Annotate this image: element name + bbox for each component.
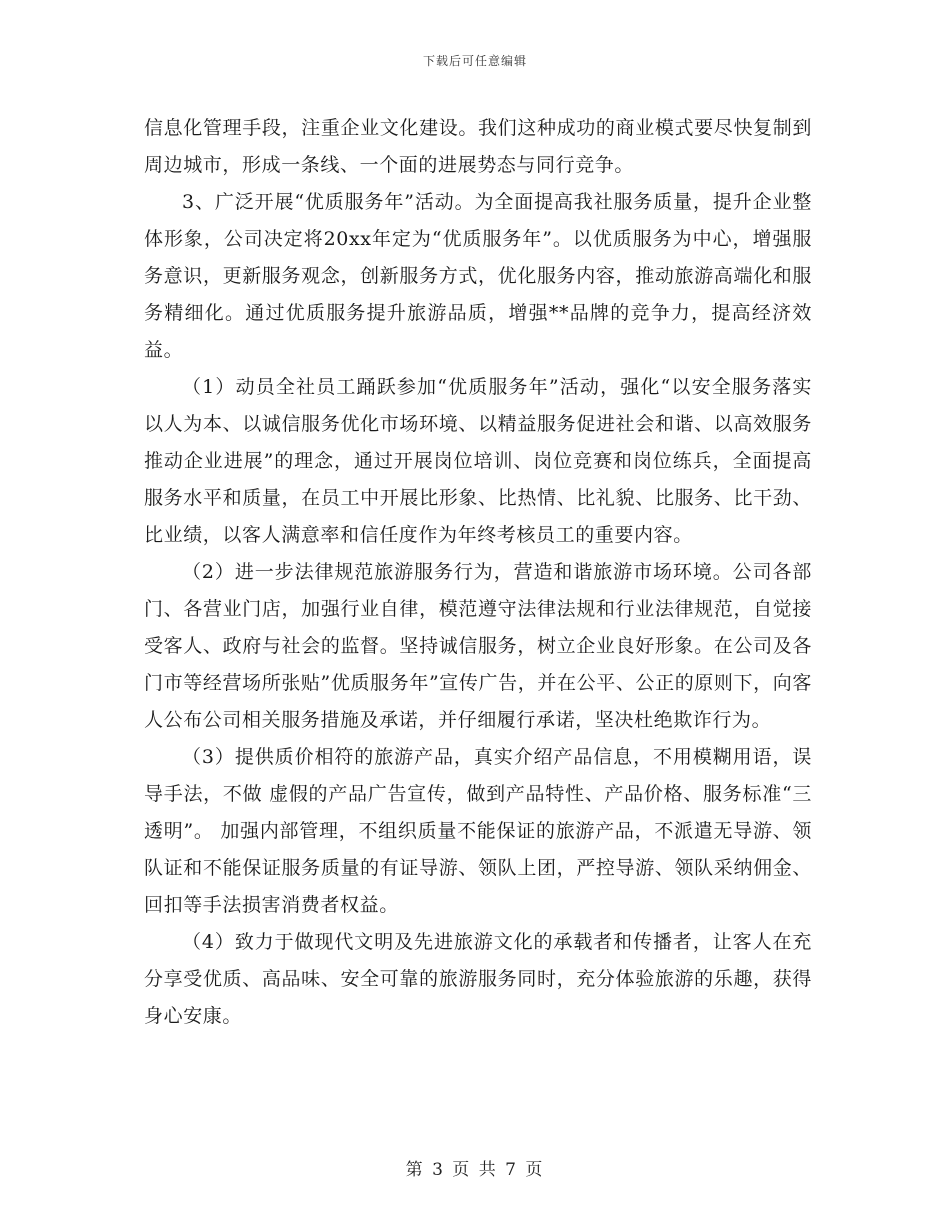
paragraph-service-year: 3、广泛开展“优质服务年”活动。为全面提高我社服务质量，提升企业整体形象，公司决定将20xx年定为“优质服务年”。以优质服务为中心，增强服务意识，更新服务观念，创新服务方式，优化服务内容，推动旅游高端化和服务精细化。通过优质服务提升旅游品质，增强**品牌的竞争力，提高经济效益。 [144,191,812,361]
paragraph-item-1: （1）动员全社员工踊跃参加“优质服务年”活动，强化“以安全服务落实以人为本、以诚信服务优化市场环境、以精益服务促进社会和谐、以高效服务推动企业进展”的理念，通过开展岗位培训、岗位竞赛和岗位练兵，全面提高服务水平和质量，在员工中开展比形象、比热情、比礼貌、比服务、比干劲、比业绩，以客人满意率和信任度作为年终考核员工的重要内容。 [144,376,812,546]
document-body [144,110,812,1035]
paragraph-item-4: （4）致力于做现代文明及先进旅游文化的承载者和传播者，让客人在充分享受优质、高品味、安全可靠的旅游服务同时，充分体验旅游的乐趣，获得身心安康。 [144,931,812,1027]
paragraph-item-2: （2）进一步法律规范旅游服务行为，营造和谐旅游市场环境。公司各部门、各营业门店，加强行业自律，模范遵守法律法规和行业法律规范，自觉接受客人、政府与社会的监督。坚持诚信服务，树立企业良好形象。在公司及各门市等经营场所张贴”优质服务年”宣传广告，并在公平、公正的原则下，向客人公布公司相关服务措施及承诺，并仔细履行承诺，坚决杜绝欺诈行为。 [144,561,812,731]
page-number-footer: 第 3 页 共 7 页 [405,1160,545,1180]
page-header: 下载后可任意编辑 [422,54,527,68]
paragraph-continuation: 信息化管理手段，注重企业文化建设。我们这种成功的商业模式要尽快复制到周边城市，形成一条线、一个面的进展势态与同行竞争。 [144,117,812,176]
paragraph-item-3: （3）提供质价相符的旅游产品，真实介绍产品信息，不用模糊用语，误导手法，不做 虚假的产品广告宣传，做到产品特性、产品价格、服务标准“三透明”。 加强内部管理，不组织质量不能保证的旅游产品，不派遣无导游、领队证和不能保证服务质量的有证导游、领队上团，严控导游、领队采纳佣金、回扣等手法损害消费者权益。 [144,746,812,916]
